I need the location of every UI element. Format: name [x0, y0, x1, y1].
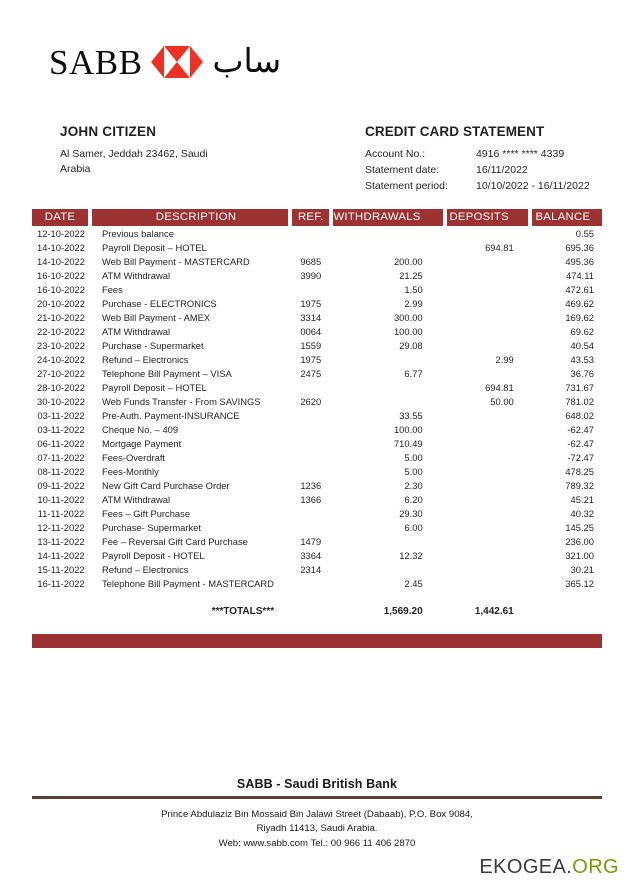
transaction-ref: 1975	[300, 353, 322, 365]
transaction-balance: 145.25	[565, 521, 594, 533]
transaction-balance: 40.54	[570, 339, 594, 351]
table-row	[32, 478, 602, 492]
transaction-withdrawal: 29.08	[399, 339, 423, 351]
table-row	[32, 338, 602, 352]
transaction-description: Telephone Bill Payment – VISA	[101, 367, 232, 379]
table-row	[32, 436, 602, 450]
table-row	[32, 324, 602, 338]
transaction-date: 23-10-2022	[37, 339, 85, 351]
transaction-ref	[290, 436, 331, 450]
transaction-ref	[290, 380, 331, 394]
transaction-balance: 495.36	[565, 255, 594, 267]
transaction-balance: 478.25	[565, 465, 594, 477]
transaction-withdrawal	[331, 226, 444, 240]
transaction-deposit	[445, 464, 530, 478]
table-row	[32, 380, 602, 394]
transaction-description: Pre-Auth. Payment-INSURANCE	[101, 409, 240, 421]
account-holder-block	[60, 124, 340, 177]
transaction-deposit	[445, 324, 530, 338]
transaction-date: 16-10-2022	[37, 269, 85, 281]
table-row	[32, 464, 602, 478]
transaction-deposit: 694.81	[485, 381, 514, 393]
field-value: 16/11/2022	[476, 163, 528, 176]
transaction-description: ATM Withdrawal	[101, 493, 171, 505]
column-header-ref: REF.	[290, 209, 331, 226]
hsbc-hexagon-icon	[151, 46, 203, 78]
transaction-balance: 0.55	[575, 227, 594, 239]
table-row	[32, 352, 602, 366]
transaction-balance: -62.47	[567, 437, 594, 449]
transaction-balance: 43.53	[570, 353, 594, 365]
account-holder-address	[60, 147, 235, 177]
totals-balance	[530, 590, 602, 619]
transaction-description: Fees – Gift Purchase	[101, 507, 191, 519]
transaction-balance: 365.12	[565, 577, 594, 589]
transaction-description: Fees	[101, 283, 123, 295]
table-header	[32, 209, 602, 226]
transaction-withdrawal	[331, 562, 444, 576]
transaction-deposit	[445, 534, 530, 548]
footer-bank-name: SABB - Saudi British Bank	[236, 777, 398, 791]
transaction-description: Previous balance	[101, 227, 174, 239]
page-footer	[32, 777, 602, 851]
transaction-date: 28-10-2022	[37, 381, 85, 393]
transaction-withdrawal: 100.00	[393, 325, 423, 337]
address-line-2: Arabia	[60, 163, 91, 176]
transaction-withdrawal: 5.00	[404, 451, 423, 463]
table-row	[32, 492, 602, 506]
transaction-balance: 321.00	[565, 549, 594, 561]
transaction-ref	[290, 506, 331, 520]
transaction-ref: 2620	[300, 395, 322, 407]
transaction-date: 14-10-2022	[37, 255, 85, 267]
transaction-withdrawal	[331, 240, 444, 254]
transaction-date: 10-11-2022	[37, 493, 85, 505]
transaction-description: Fees-Monthly	[101, 465, 159, 477]
section-divider-bar	[32, 634, 602, 648]
transaction-balance: 36.76	[570, 367, 594, 379]
transaction-ref	[290, 464, 331, 478]
transaction-description: Web Bill Payment - MASTERCARD	[101, 255, 250, 267]
transaction-ref	[290, 408, 331, 422]
transaction-date: 12-10-2022	[37, 227, 85, 239]
bank-logo	[49, 40, 281, 84]
transaction-date: 27-10-2022	[37, 367, 85, 379]
totals-deposits: 1,442.61	[474, 606, 514, 617]
transaction-balance: 45.21	[570, 493, 594, 505]
transaction-deposit	[445, 338, 530, 352]
transaction-ref: 1366	[300, 493, 322, 505]
table-row	[32, 366, 602, 380]
footer-address-line-1: Prince Abdulaziz Bin Mossaid Bin Jalawi Street (Dabaab), P.O. Box 9084,	[161, 809, 473, 820]
transaction-withdrawal: 2.30	[404, 479, 423, 491]
transaction-deposit	[445, 450, 530, 464]
totals-withdrawals: 1,569.20	[383, 606, 423, 617]
transaction-date: 03-11-2022	[37, 409, 85, 421]
transaction-description: Telephone Bill Payment - MASTERCARD	[101, 577, 274, 589]
transaction-balance: -62.47	[567, 423, 594, 435]
transaction-date: 06-11-2022	[37, 437, 85, 449]
transaction-deposit	[445, 478, 530, 492]
transaction-description: Purchase - Supermarket	[101, 339, 204, 351]
transaction-withdrawal: 300.00	[393, 311, 423, 323]
account-holder-name: JOHN CITIZEN	[60, 124, 157, 139]
transaction-balance: 30.21	[570, 563, 594, 575]
transaction-ref: 1479	[300, 535, 322, 547]
transaction-deposit: 694.81	[485, 241, 514, 253]
transaction-withdrawal: 1.50	[404, 283, 423, 295]
table-row	[32, 408, 602, 422]
totals-spacer	[32, 590, 90, 619]
column-header-date: DATE	[32, 209, 90, 226]
transaction-deposit	[445, 548, 530, 562]
statement-fields	[365, 147, 615, 195]
transaction-date: 11-11-2022	[37, 507, 85, 519]
table-row	[32, 534, 602, 548]
transaction-description: Fees-Overdraft	[101, 451, 166, 463]
totals-label: ***TOTALS***	[211, 606, 275, 617]
watermark	[479, 856, 619, 879]
field-label: Statement date:	[365, 163, 440, 176]
transaction-ref	[290, 240, 331, 254]
statement-title: CREDIT CARD STATEMENT	[365, 124, 545, 139]
transaction-deposit	[445, 268, 530, 282]
table-row	[32, 450, 602, 464]
transaction-ref: 0064	[300, 325, 322, 337]
transaction-date: 09-11-2022	[37, 479, 85, 491]
transaction-deposit	[445, 576, 530, 590]
transaction-description: Payroll Deposit – HOTEL	[101, 241, 207, 253]
column-header-deposits: DEPOSITS	[445, 209, 530, 226]
table-row	[32, 310, 602, 324]
transaction-description: Payroll Deposit – HOTEL	[101, 381, 207, 393]
table-row	[32, 422, 602, 436]
column-header-balance: BALANCE	[530, 209, 602, 226]
table-row	[32, 520, 602, 534]
transaction-withdrawal	[331, 534, 444, 548]
transaction-ref	[290, 226, 331, 240]
transaction-description: Purchase- Supermarket	[101, 521, 201, 533]
transaction-deposit	[445, 310, 530, 324]
transaction-balance: 648.02	[565, 409, 594, 421]
transaction-balance: -72.47	[567, 451, 594, 463]
transaction-ref: 3990	[300, 269, 322, 281]
transaction-withdrawal: 6.00	[404, 521, 423, 533]
transaction-withdrawal	[331, 394, 444, 408]
transaction-ref: 1975	[300, 297, 322, 309]
transaction-date: 21-10-2022	[37, 311, 85, 323]
transaction-deposit	[445, 492, 530, 506]
transaction-deposit	[445, 226, 530, 240]
transaction-date: 07-11-2022	[37, 451, 85, 463]
transaction-withdrawal: 6.20	[404, 493, 423, 505]
address-line-1: Al Samer, Jeddah 23462, Saudi	[60, 148, 208, 160]
transaction-date: 12-11-2022	[37, 521, 85, 533]
transaction-description: Mortgage Payment	[101, 437, 182, 449]
field-label: Account No.:	[365, 148, 426, 160]
transaction-date: 03-11-2022	[37, 423, 85, 435]
transaction-description: Cheque No. – 409	[101, 423, 179, 435]
transaction-balance: 781.02	[565, 395, 594, 407]
transaction-ref: 3364	[300, 549, 322, 561]
totals-ref	[290, 590, 331, 619]
transaction-balance: 789.32	[565, 479, 594, 491]
table-row	[32, 562, 602, 576]
transaction-withdrawal: 29.30	[399, 507, 423, 519]
transaction-deposit	[445, 282, 530, 296]
transaction-withdrawal: 2.45	[404, 577, 423, 589]
transaction-withdrawal: 200.00	[393, 255, 423, 267]
transaction-ref: 9685	[300, 255, 322, 267]
transaction-date: 22-10-2022	[37, 325, 85, 337]
totals-row	[32, 590, 602, 619]
table-row	[32, 296, 602, 310]
transaction-ref	[290, 450, 331, 464]
transaction-deposit	[445, 562, 530, 576]
transaction-balance: 474.11	[566, 269, 594, 281]
column-header-description: DESCRIPTION	[90, 209, 290, 226]
transaction-ref	[290, 576, 331, 590]
transaction-withdrawal: 12.32	[399, 549, 423, 561]
table-row	[32, 548, 602, 562]
transaction-balance: 69.62	[570, 325, 594, 337]
transaction-deposit	[445, 520, 530, 534]
transaction-description: Purchase - ELECTRONICS	[101, 297, 217, 309]
field-label: Statement period:	[365, 179, 448, 192]
transaction-deposit	[445, 422, 530, 436]
transaction-deposit	[445, 408, 530, 422]
transaction-deposit	[445, 436, 530, 450]
transaction-deposit	[445, 296, 530, 310]
table-header-row	[32, 209, 602, 226]
transaction-description: ATM Withdrawal	[101, 269, 171, 281]
transaction-ref	[290, 520, 331, 534]
transaction-deposit	[445, 506, 530, 520]
transaction-deposit	[445, 254, 530, 268]
transaction-description: Web Funds Transfer - From SAVINGS	[101, 395, 261, 407]
transaction-date: 14-11-2022	[37, 549, 85, 561]
transactions-table	[32, 209, 602, 619]
transaction-balance: 731.67	[565, 381, 594, 393]
transaction-date: 08-11-2022	[37, 465, 85, 477]
footer-address	[32, 808, 602, 851]
transaction-date: 20-10-2022	[37, 297, 85, 309]
statement-field-statement-period	[365, 179, 615, 195]
statement-meta-block	[365, 124, 615, 195]
footer-divider	[32, 796, 602, 799]
transaction-description: Refund – Electronics	[101, 353, 189, 365]
field-value: 4916 **** **** 4339	[476, 148, 565, 160]
transaction-date: 13-11-2022	[37, 535, 85, 547]
transaction-description: Web Bill Payment - AMEX	[101, 311, 211, 323]
transaction-withdrawal	[331, 380, 444, 394]
transaction-ref: 1559	[300, 339, 322, 351]
transaction-ref: 3314	[300, 311, 322, 323]
table-row	[32, 394, 602, 408]
footer-address-line-3: Web: www.sabb.com Tel.: 00 966 11 406 2870	[218, 837, 416, 849]
transaction-withdrawal: 6.77	[404, 367, 423, 379]
table-row	[32, 506, 602, 520]
transaction-ref	[290, 282, 331, 296]
transaction-deposit	[445, 366, 530, 380]
column-header-withdrawals: WITHDRAWALS	[331, 209, 444, 226]
transaction-withdrawal: 100.00	[393, 423, 423, 435]
transaction-balance: 695.36	[565, 241, 594, 253]
transaction-ref: 2475	[300, 367, 322, 379]
transaction-deposit: 50.00	[490, 395, 514, 407]
transaction-withdrawal: 33.55	[399, 409, 423, 421]
field-value: 10/10/2022 - 16/11/2022	[476, 179, 590, 192]
transaction-description: ATM Withdrawal	[101, 325, 171, 337]
transaction-date: 14-10-2022	[37, 241, 85, 253]
table-row	[32, 282, 602, 296]
table-row	[32, 240, 602, 254]
transaction-ref: 1236	[300, 479, 322, 491]
transaction-withdrawal: 2.99	[404, 297, 423, 309]
transaction-balance: 40.32	[570, 507, 594, 519]
transaction-date: 24-10-2022	[37, 353, 85, 365]
transaction-ref: 2314	[300, 563, 322, 575]
transaction-date: 15-11-2022	[37, 563, 85, 575]
transaction-balance: 236.00	[565, 535, 594, 547]
table-body	[32, 226, 602, 619]
footer-address-line-2: Riyadh 11413, Saudi Arabia.	[256, 823, 378, 835]
watermark-text-primary: EKOGEA.	[479, 856, 573, 878]
logo-wordmark-arabic: ساب	[212, 41, 282, 79]
transaction-description: Payroll Deposit - HOTEL	[101, 549, 205, 561]
table-row	[32, 254, 602, 268]
transaction-description: Refund – Electronics	[101, 563, 189, 575]
table-row	[32, 576, 602, 590]
transaction-date: 16-11-2022	[37, 577, 85, 589]
transaction-date: 16-10-2022	[37, 283, 85, 295]
statement-field-account-no	[365, 147, 615, 163]
statement-field-statement-date	[365, 163, 615, 179]
transaction-balance: 469.62	[565, 297, 594, 309]
transaction-balance: 169.62	[565, 311, 594, 323]
transaction-balance: 472.61	[565, 283, 594, 295]
transaction-description: Fee – Reversal Gift Card Purchase	[101, 535, 248, 547]
transaction-ref	[290, 422, 331, 436]
table-row	[32, 226, 602, 240]
transaction-withdrawal: 710.49	[393, 437, 423, 449]
table-row	[32, 268, 602, 282]
transaction-date: 30-10-2022	[37, 395, 85, 407]
transaction-deposit: 2.99	[495, 353, 514, 365]
transaction-withdrawal	[331, 352, 444, 366]
transaction-withdrawal: 5.00	[404, 465, 423, 477]
transaction-description: New Gift Card Purchase Order	[101, 479, 230, 491]
logo-wordmark: SABB	[49, 42, 143, 82]
transaction-withdrawal: 21.25	[399, 269, 423, 281]
watermark-text-accent: ORG	[572, 856, 619, 878]
